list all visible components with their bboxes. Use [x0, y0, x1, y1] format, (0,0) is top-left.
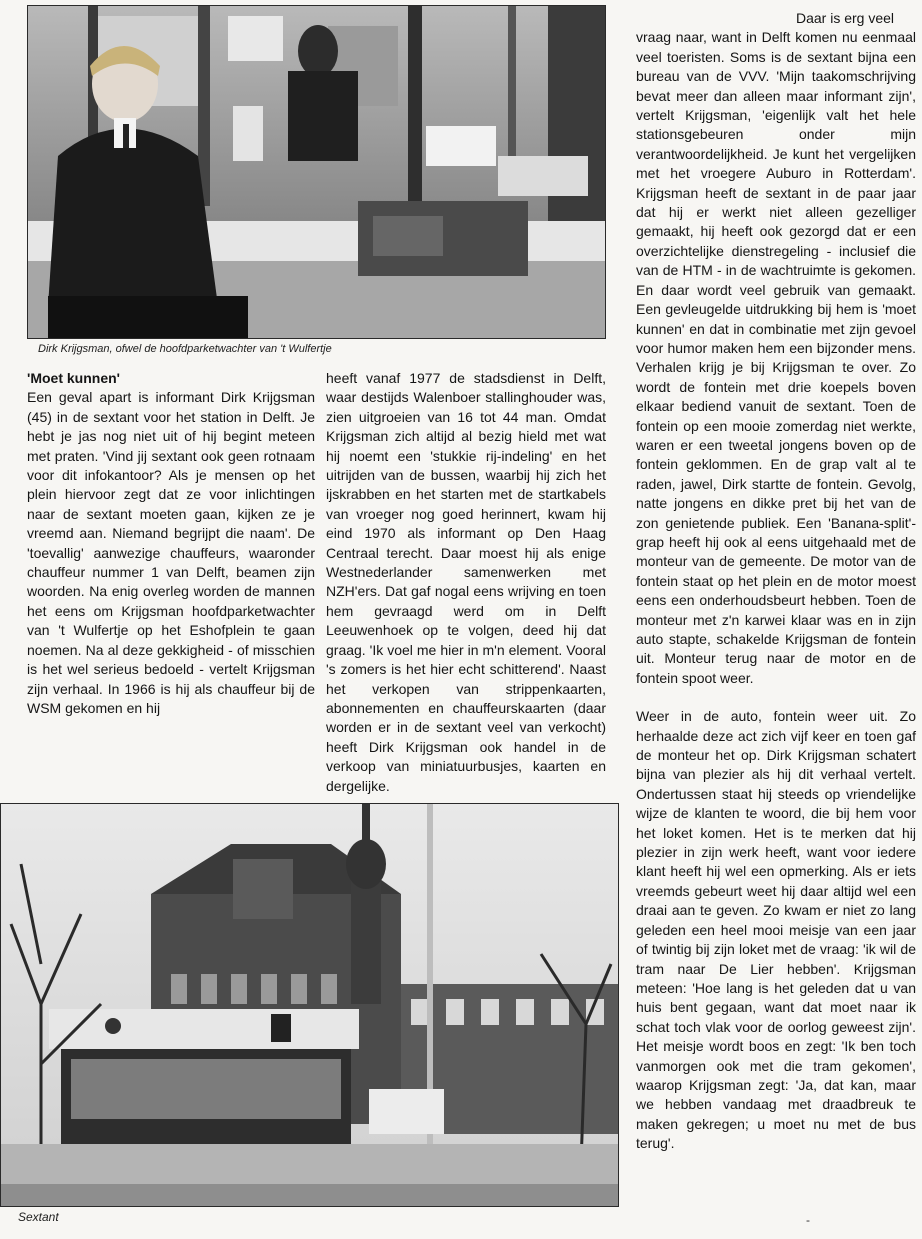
photo-station	[0, 803, 619, 1207]
article-column-3	[636, 9, 916, 1154]
article-column-1	[27, 369, 315, 718]
column-3-paragraph-1: vraag naar, want in Delft komen nu eenmaal veel toeristen. Soms is de sextant bijna een bureau van de VVV. 'Mijn taakomschrijving bevat meer dan alleen maar informant zijn', vertelt Krijgsman, 'eigenlijk valt het hele stationsgebeuren onder mijn verantwoordelijkheid. Je kunt het vergelijken met het vroegere Auburo in Rotterdam'. Krijgsman heeft de sextant in de paar jaar dat hij er werkt niet alleen gezelliger gemaakt, hij heeft ook gezorgd dat er een overzichtelijke dienstregeling - inclusief die van de HTM - in de wachtruimte is gekomen. En daar wordt veel gebruik van gemaakt. Een gevleugelde uitdrukking bij hem is 'moet kunnen' en dat in combinatie met zijn gevoel voor humor maken hem een bijzonder mens. Verhalen krijg je bij Krijgsman te over. Zo wordt de fontein met drie koepels boven elkaar bediend vanuit de sextant. Toen de fontein op een mooie zomerdag niet werkte, waren er een tweetal jongens boven op de fontein geklommen. En de grap valt al te raden, jawel, Dirk startte de fontein. Gevolg, natte jongens en dikke pret bij het van de zon genietende publiek. Een 'Banana-split'-grap heeft hij ook al eens uitgehaald met de monteur van de gemeente. De motor van de fontein staat op het plein en de motor moest eens een onderhoudsbeurt hebben. Toen de monteur met z'n karwei klaar was en in zijn auto stapte, schakelde Krijgsman de fontein uit. Monteur terug naar de motor en de fontein spoot weer.	[636, 29, 916, 686]
section-heading: 'Moet kunnen'	[27, 370, 120, 386]
column-3-paragraph-2: Weer in de auto, fontein weer uit. Zo herhaalde deze act zich vijf keer en toen gaf de monteur het op. Dirk Krijgsman schatert bijna van plezier als hij dit verhaal vertelt. Ondertussen staat hij steeds op vriendelijke wijze de klanten te woord, die bij hem voor het loket komen. Het is te merken dat hij plezier in zijn werk heeft, want voor iedere klant heeft hij wel een opmerking. Als er iets vreemds gebeurt weet hij daar altijd wel een draai aan te geven. Zo kwam er niet zo lang geleden een heel mooi meisje van een jaar of twintig bij zijn loket met de vraag: 'ik wil de tram naar De Lier hebben'. Krijgsman meteen: 'Hoe lang is het geleden dat u van huis bent gegaan, want dat moet naar ik schat toch vlak voor de oorlog geweest zijn'. Het meisje wordt boos en zegt: 'Ik ben toch vanmorgen ook met die tram gekomen', waarop Krijgsman zegt: 'Ja, dat kan, maar we hebben vandaag met draadbreuk te maken gekregen; u moet nu met de bus terug'.	[636, 708, 916, 1152]
column-2-text: heeft vanaf 1977 de stadsdienst in Delft, waar destijds Walenboer stallinghouder was, zien uitgroeien van 16 tot 44 man. Omdat Krijgsman zich altijd al bezig hield met wat hij noemt een 'stukkie rij-indeling' en het uitrijden van de bussen, waarbij hij zich het ijskrabben en het starten met de startkabels van vroeger nog goed herinnert, kwam hij eind 1970 als informant op Den Haag Centraal terecht. Daar moest hij als enige Westnederlander samenwerken met NZH'ers. Dat gaf nogal eens wrijving en toen hem gevraagd werd om in Delft Leeuwenhoek op te volgen, deed hij dat graag. 'Ik voel me hier in m'n element. Vooral 's zomers is het hier echt schitterend'. Naast het verkopen van strippenkaarten, abonnementen en chauffeurskaarten (daar worden er in de sextant veel van verkocht) heeft Dirk Krijgsman ook handel in de verkoop van miniatuurbusjes, kaarten en dergelijke.	[326, 370, 606, 794]
column-3-lead: Daar is erg veel	[796, 10, 895, 26]
column-1-text: Een geval apart is informant Dirk Krijgsman (45) in de sextant voor het station in Delft. Je hebt je jas nog niet uit of hij begint meteen met praten. 'Vind jij sextant ook geen rotnaam voor dit infokantoor? Als je mensen op het plein hiervoor zegt dat ze voor inlichtingen naar de sextant moeten gaan, kijken ze je vreemd aan. Niemand begrijpt die naam'. De 'toevallig' aanwezige chauffeurs, waaronder chauffeur nummer 1 van Delft, beamen zijn woorden. Na enig overleg worden de mannen het eens om Krijgsman hoofdparketwachter van 't Wulfertje op het Eshofplein te gaan noemen. Na al deze gekkigheid - of misschien is het wel serieus bedoeld - vertelt Krijgsman zijn verhaal. In 1966 is hij als chauffeur bij de WSM gekomen en hij	[27, 389, 315, 716]
article-column-2	[326, 369, 606, 796]
photo-caption: Dirk Krijgsman, ofwel de hoofdparketwachter van 't Wulfertje	[38, 343, 332, 355]
publication-name: Sextant	[18, 1210, 59, 1224]
page-mark: -	[806, 1213, 810, 1227]
photo-informant	[27, 5, 606, 339]
